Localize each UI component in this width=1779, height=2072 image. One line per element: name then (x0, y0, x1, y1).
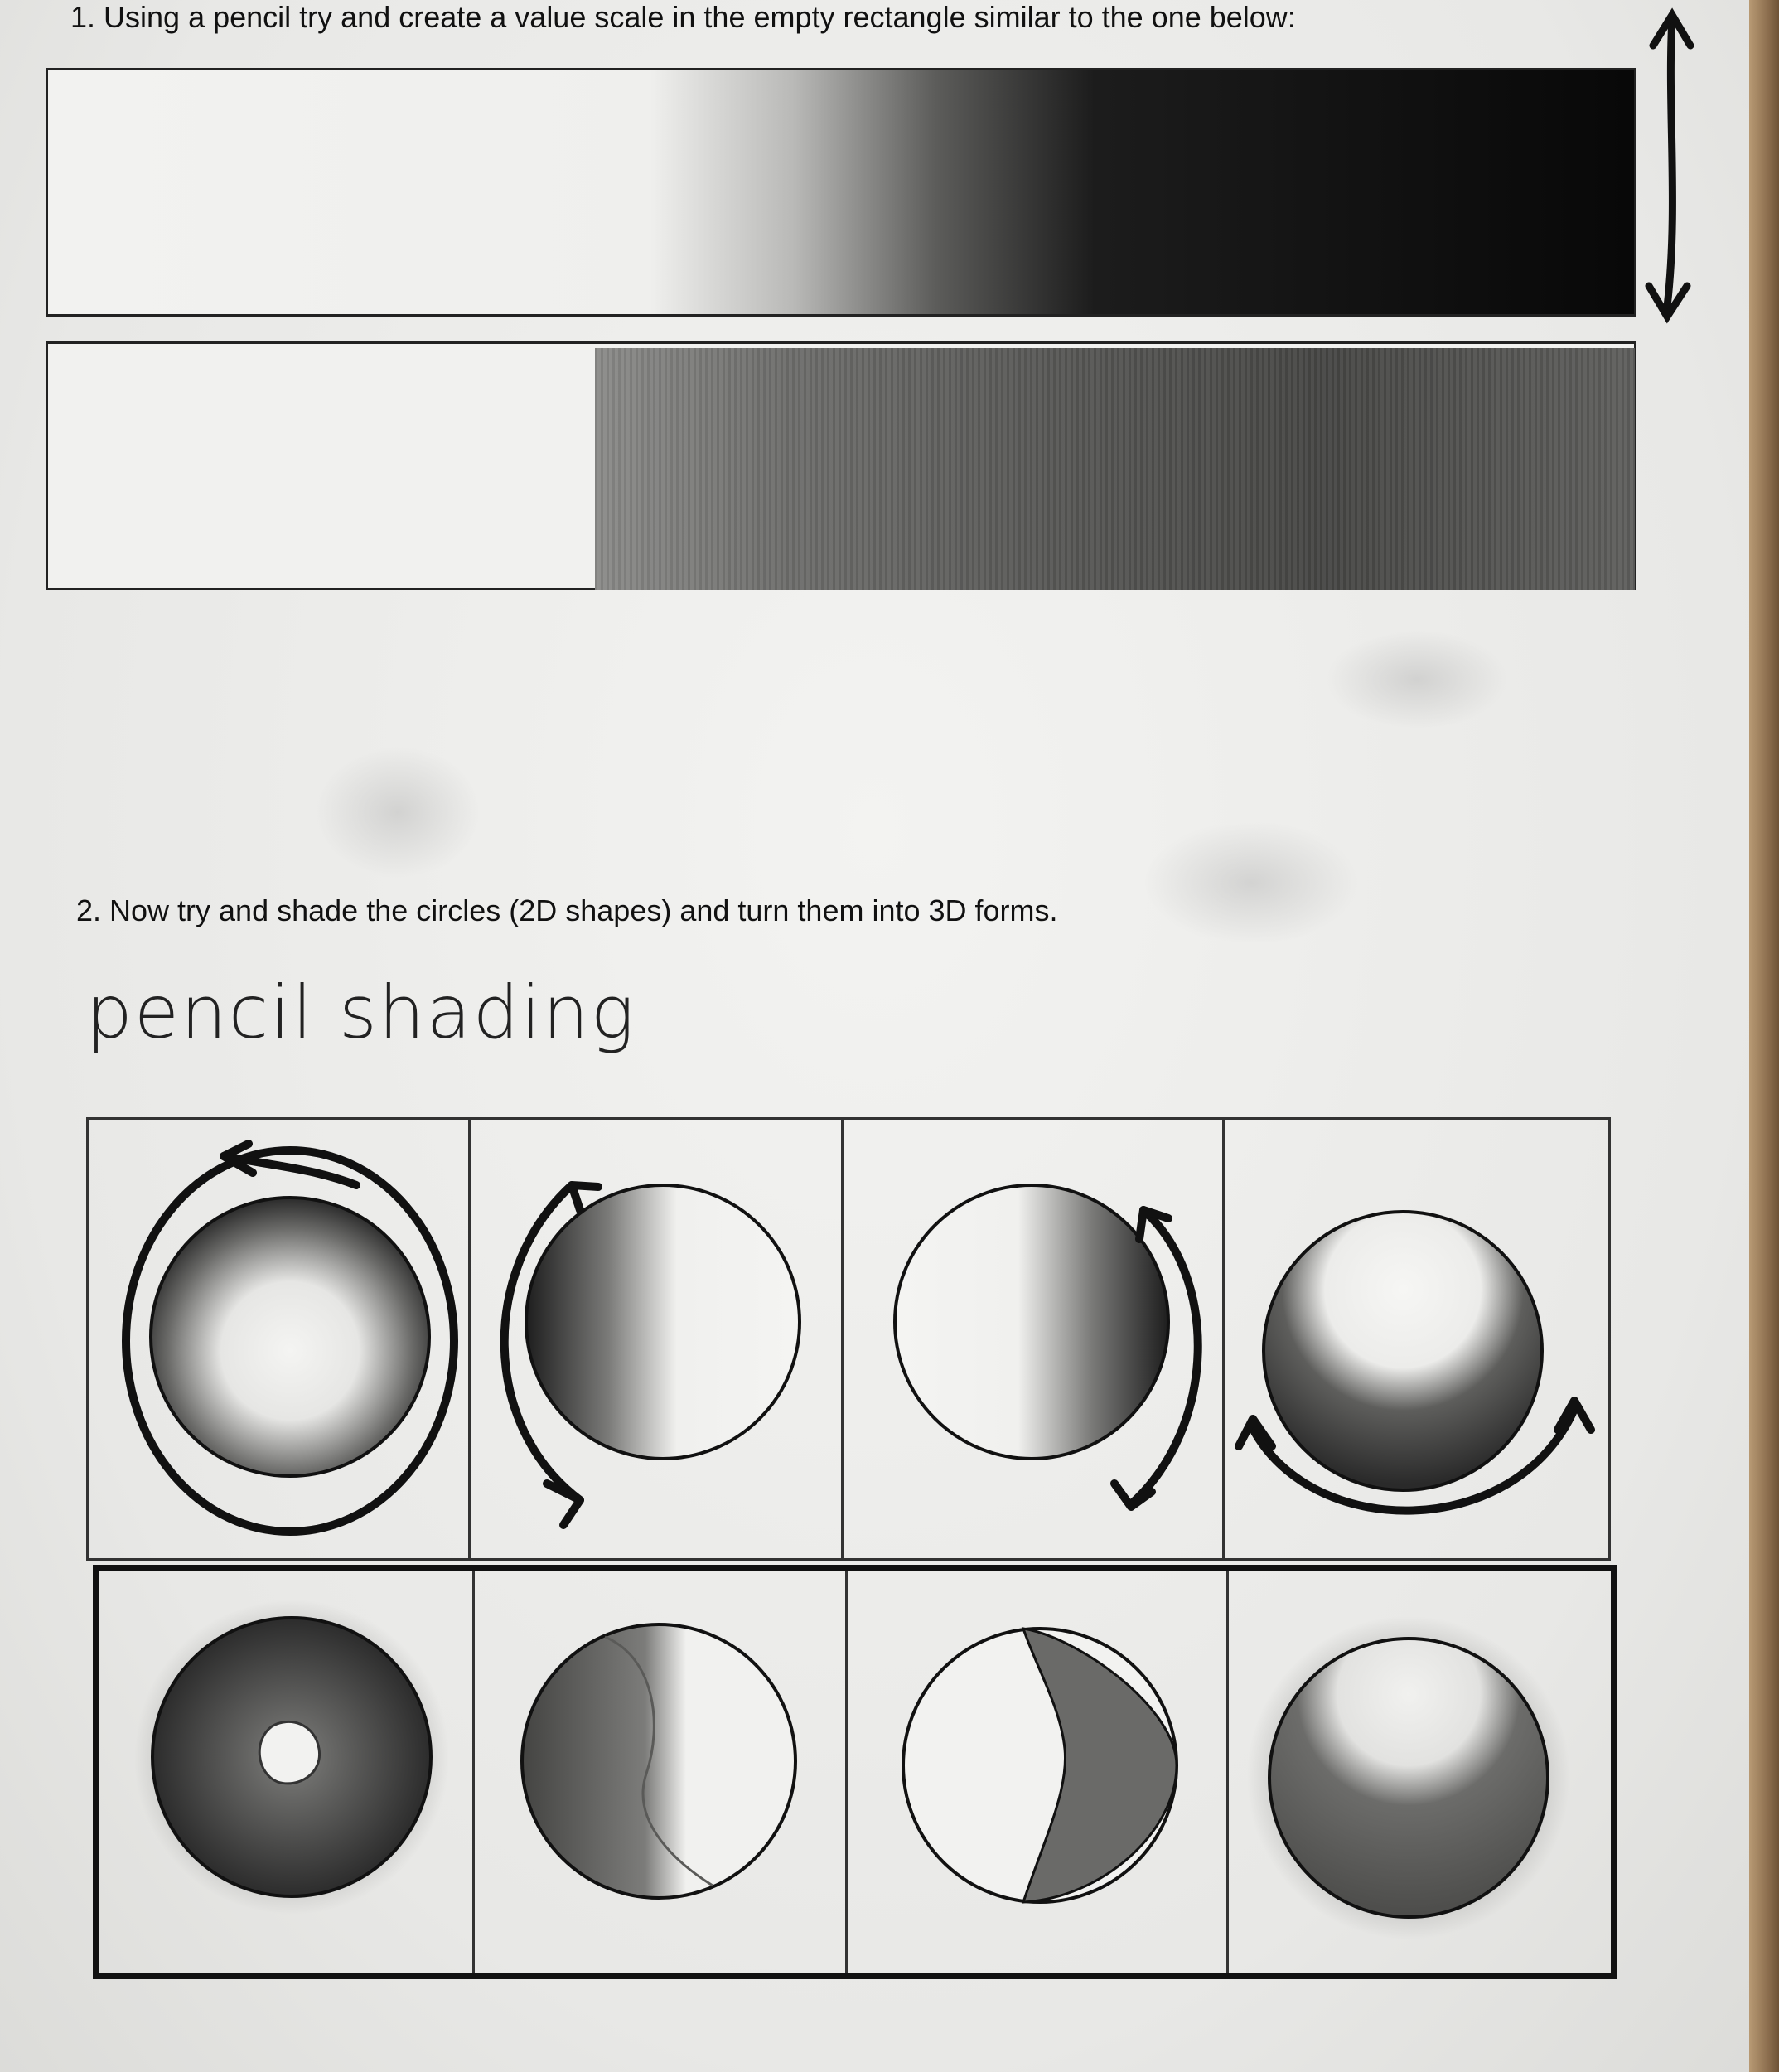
reference-sphere-1 (151, 1198, 429, 1476)
wood-table-edge (1749, 0, 1779, 2072)
handwritten-label: pencil shading (86, 970, 636, 1055)
question-1-text: 1. Using a pencil try and create a value scale in the empty rectangle similar to the one below: (70, 0, 1296, 34)
student-sphere-4 (1269, 1639, 1548, 1917)
reference-sphere-3 (895, 1185, 1168, 1459)
student-sphere-2 (522, 1624, 795, 1898)
highlight-spot (259, 1721, 319, 1783)
reference-sphere-2 (526, 1185, 800, 1459)
reference-sphere-4 (1264, 1212, 1542, 1490)
question-2-text: 2. Now try and shade the circles (2D shapes) and turn them into 3D forms. (76, 893, 1058, 927)
double-arrow-icon (1649, 15, 1690, 317)
